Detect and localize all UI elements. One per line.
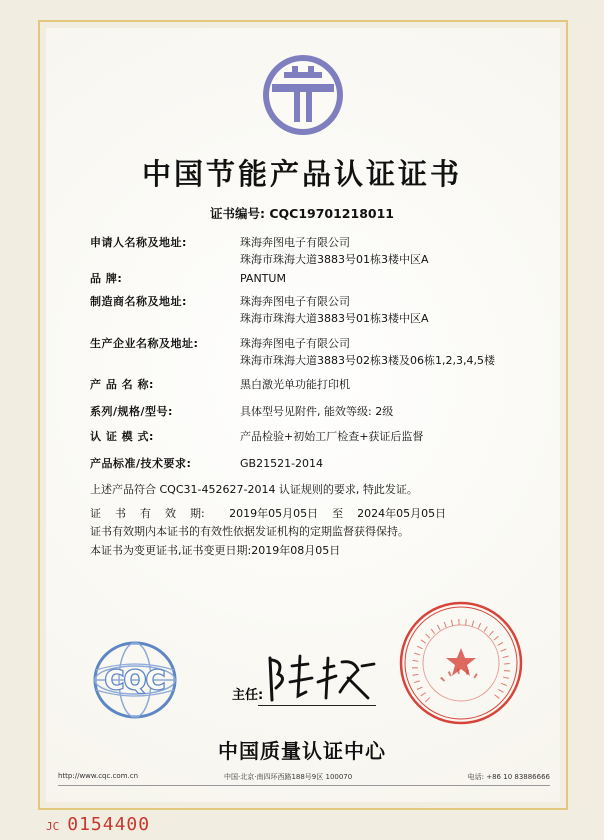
field-label: 产 品 名 称: — [90, 378, 154, 391]
serial-value: 0154400 — [67, 814, 151, 835]
compliance-statement: 上述产品符合 CQC31-452627-2014 认证规则的要求, 特此发证。 — [90, 483, 418, 496]
footer-website: http://www.cqc.com.cn — [58, 772, 139, 780]
footer-address: 中国·北京·南四环西路188号9区 100070 — [224, 773, 353, 781]
field-label: 认 证 模 式: — [90, 430, 154, 443]
factory-name: 珠海奔图电子有限公司 — [240, 337, 350, 350]
field-label: 制造商名称及地址: — [90, 295, 187, 308]
change-note: 本证书为变更证书,证书变更日期:2019年08月05日 — [90, 544, 341, 557]
applicant-name: 珠海奔图电子有限公司 — [240, 236, 350, 249]
certification-mode: 产品检验+初始工厂检查+获证后监督 — [240, 430, 424, 443]
field-label: 申请人名称及地址: — [90, 236, 187, 249]
model-info: 具体型号见附件, 能效等级: 2级 — [240, 405, 394, 418]
director-signature — [262, 648, 382, 708]
validity-note: 证书有效期内本证书的有效性依据发证机构的定期监督获得保持。 — [90, 525, 409, 538]
field-value — [240, 234, 429, 268]
field-label: 系列/规格/型号: — [90, 405, 173, 418]
field-value — [240, 293, 429, 327]
field-label: 产品标准/技术要求: — [90, 457, 192, 470]
field-value — [240, 376, 350, 393]
field-label: 生产企业名称及地址: — [90, 337, 199, 350]
validity-period: 证 书 有 效 期: 2019年05月05日 至 2024年05月05日 — [90, 507, 447, 520]
certification-seal — [398, 600, 524, 726]
field-value — [240, 455, 323, 472]
factory-address: 珠海市珠海大道3883号02栋3楼及06栋1,2,3,4,5楼 — [240, 354, 495, 367]
footer-phone: 电话: +86 10 83886666 — [467, 773, 550, 781]
certificate-title: 中国节能产品认证证书 — [141, 157, 462, 191]
signer-label: 主任: — [232, 688, 264, 703]
brand-name: PANTUM — [240, 272, 286, 285]
field-value — [240, 270, 286, 287]
serial-number — [46, 814, 150, 835]
energy-certification-emblem-icon — [258, 50, 348, 140]
field-label: 品 牌: — [90, 272, 123, 285]
field-value — [240, 335, 495, 369]
cqc-logo — [92, 640, 178, 720]
field-value — [240, 403, 393, 420]
serial-prefix: JC — [46, 820, 60, 833]
signature-line — [258, 705, 376, 706]
issuing-organization: 中国质量认证中心 — [218, 739, 386, 763]
manufacturer-name: 珠海奔图电子有限公司 — [240, 295, 350, 308]
applicant-address: 珠海市珠海大道3883号01栋3楼中区A — [240, 253, 429, 266]
standard: GB21521-2014 — [240, 457, 324, 470]
certificate-number: 证书编号: CQC19701218011 — [210, 206, 394, 221]
cqc-logo-text: CQC — [104, 666, 166, 696]
field-value — [240, 428, 423, 445]
footer-divider — [58, 785, 550, 786]
manufacturer-address: 珠海市珠海大道3883号01栋3楼中区A — [240, 312, 429, 325]
product-name: 黑白激光单功能打印机 — [240, 378, 350, 391]
